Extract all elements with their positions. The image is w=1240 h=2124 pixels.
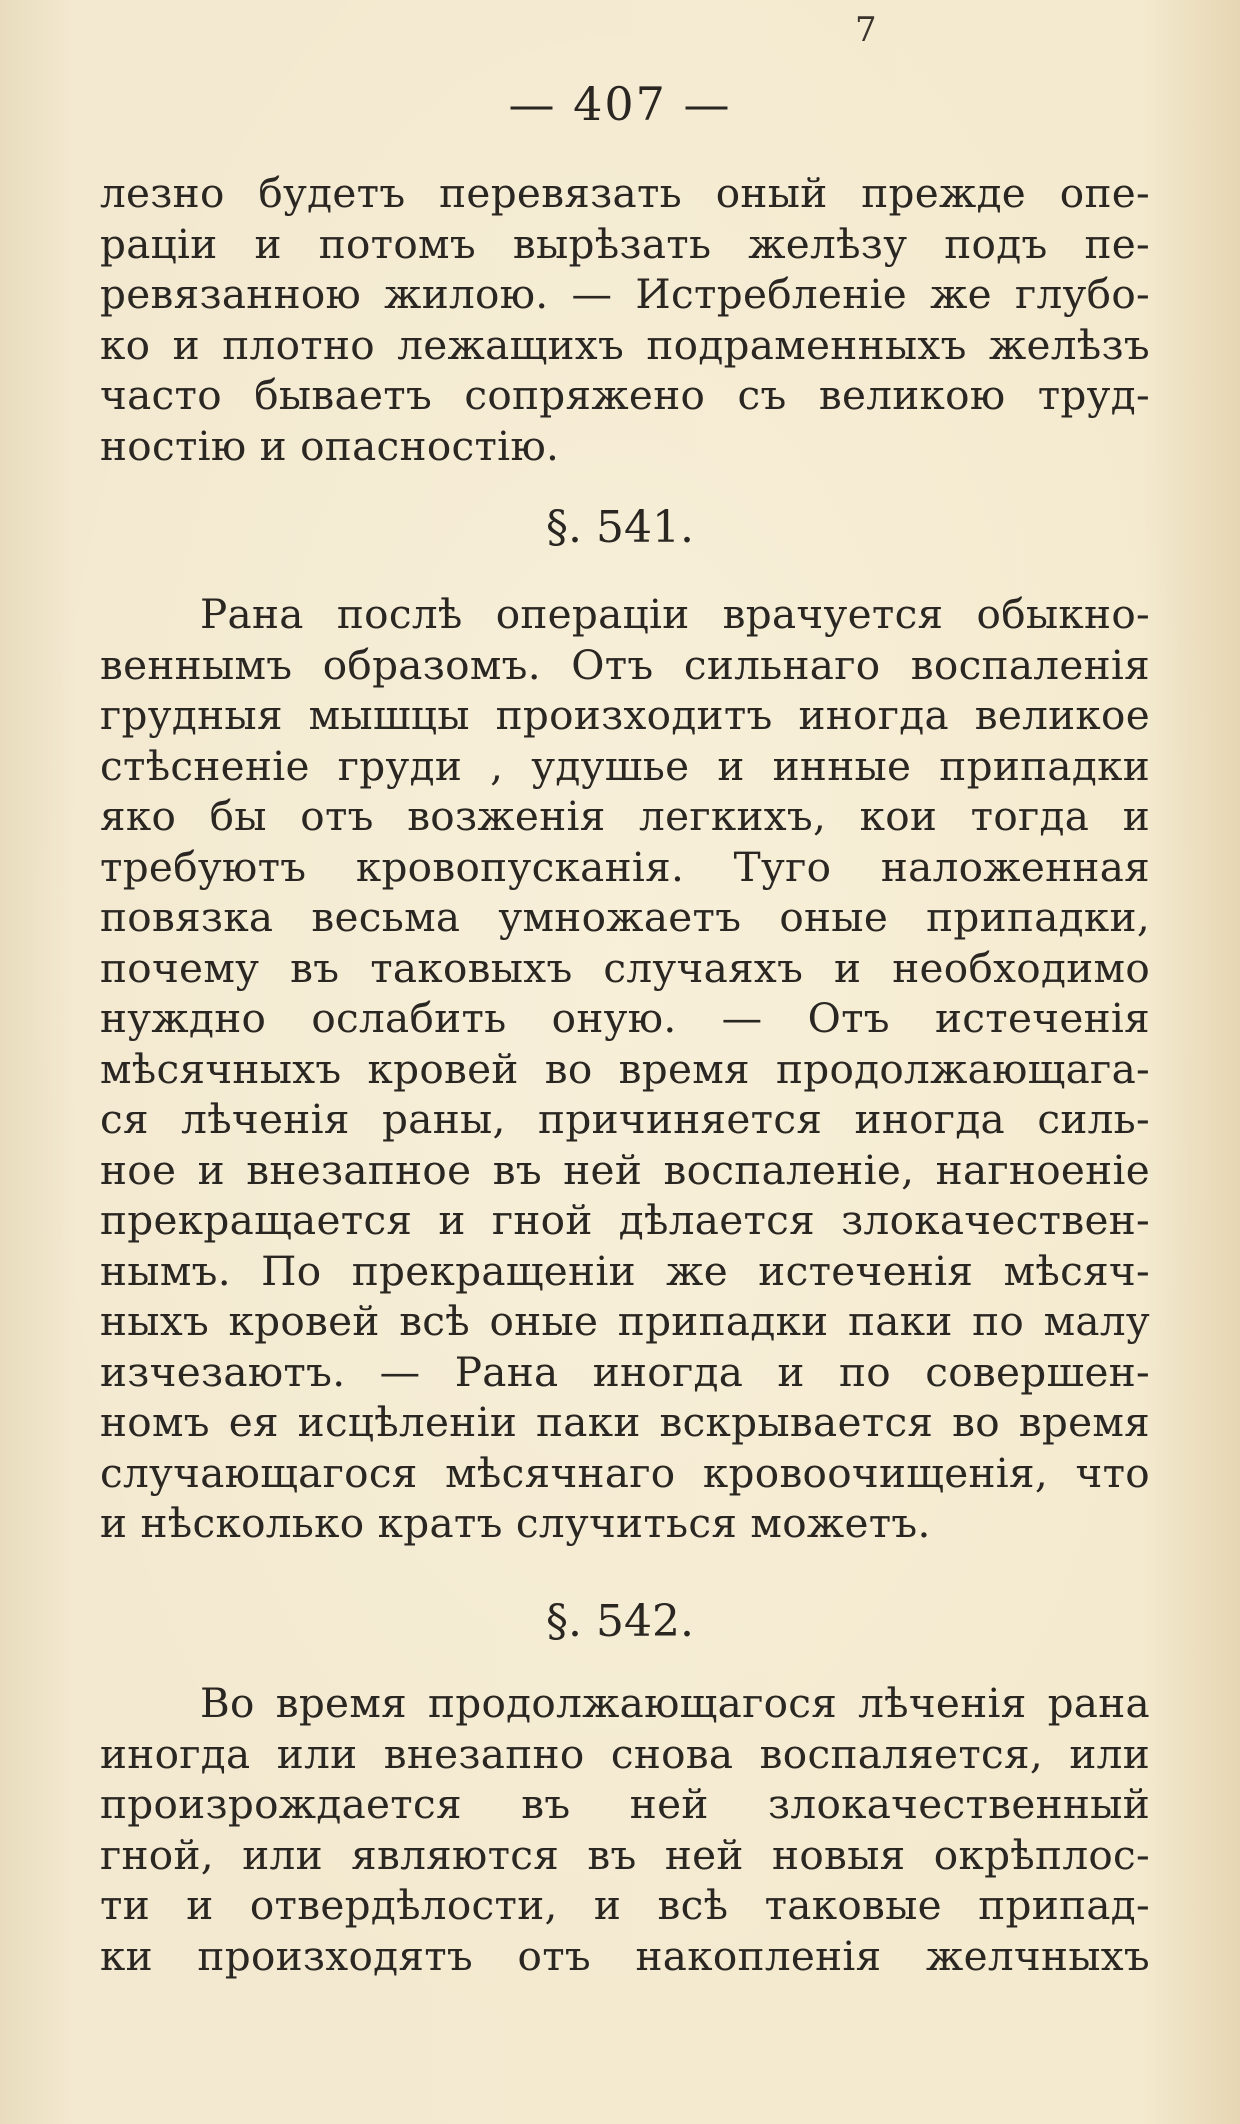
text-line: ся лѣченія раны, причиняется иногда силь-	[100, 1095, 1150, 1143]
text-line: мѣсячныхъ кровей во время продолжающага-	[100, 1044, 1150, 1093]
paragraph-continuation	[100, 168, 1150, 471]
text-line: номъ ея исцѣленіи паки вскрывается во время	[100, 1398, 1150, 1446]
text-line: ревязанною жилою. — Истребленіе же глубо-	[100, 270, 1150, 318]
text-line: раціи и потомъ вырѣзать желѣзу подъ пе-	[100, 219, 1150, 268]
corner-mark: 7	[855, 10, 877, 50]
text-line: яко бы отъ возженія легкихъ, кои тогда и	[100, 792, 1150, 840]
paragraph-541	[100, 589, 1150, 1549]
text-line: Рана послѣ операціи врачуется обыкно-	[200, 590, 1150, 638]
text-line: гной, или являются въ ней новыя окрѣплос-	[100, 1830, 1150, 1879]
text-line: ностію и опасностію.	[100, 421, 560, 470]
text-line: ко и плотно лежащихъ подраменныхъ желѣзъ	[100, 320, 1150, 369]
text-line: требуютъ кровопусканія. Туго наложенная	[100, 842, 1150, 891]
text-line: почему въ таковыхъ случаяхъ и необходимо	[100, 943, 1150, 992]
text-line: случающагося мѣсячнаго кровоочищенія, что	[100, 1448, 1150, 1497]
section-heading-542: §. 542.	[546, 1596, 694, 1647]
paragraph-542	[100, 1678, 1150, 1981]
text-line: нуждно ослабить оную. — Отъ истеченія	[100, 994, 1150, 1042]
text-line: повязка весьма умножаетъ оные припадки,	[100, 893, 1150, 941]
page-number: — 407 —	[508, 77, 732, 131]
text-line: лезно будетъ перевязать оный прежде опе-	[100, 169, 1150, 217]
text-line: грудныя мышцы произходитъ иногда великое	[100, 691, 1150, 739]
text-line: веннымъ образомъ. Отъ сильнаго воспаленія	[100, 640, 1150, 689]
text-line: изчезаютъ. — Рана иногда и по совершен-	[100, 1347, 1150, 1396]
text-line: прекращается и гной дѣлается злокачествен-	[100, 1196, 1150, 1244]
text-line: Во время продолжающагося лѣченія рана	[200, 1679, 1150, 1727]
text-line: нымъ. По прекращеніи же истеченія мѣсяч-	[100, 1246, 1150, 1295]
text-line: часто бываетъ сопряжено съ великою труд-	[100, 371, 1150, 419]
text-line: и нѣсколько кратъ случиться можетъ.	[100, 1499, 931, 1547]
section-heading-541: §. 541.	[546, 502, 694, 553]
text-line: ное и внезапное въ ней воспаленіе, нагноеніе	[100, 1145, 1150, 1194]
text-line: произрождается въ ней злокачественный	[100, 1780, 1150, 1828]
text-line: иногда или внезапно снова воспаляется, или	[100, 1729, 1150, 1778]
text-line: ти и отвердѣлости, и всѣ таковые припад-	[100, 1881, 1150, 1929]
text-line: стѣсненіе груди , удушье и инные припадки	[100, 741, 1150, 790]
text-line: ки произходятъ отъ накопленія желчныхъ	[100, 1931, 1150, 1980]
text-line: ныхъ кровей всѣ оные припадки паки по малу	[100, 1297, 1150, 1345]
